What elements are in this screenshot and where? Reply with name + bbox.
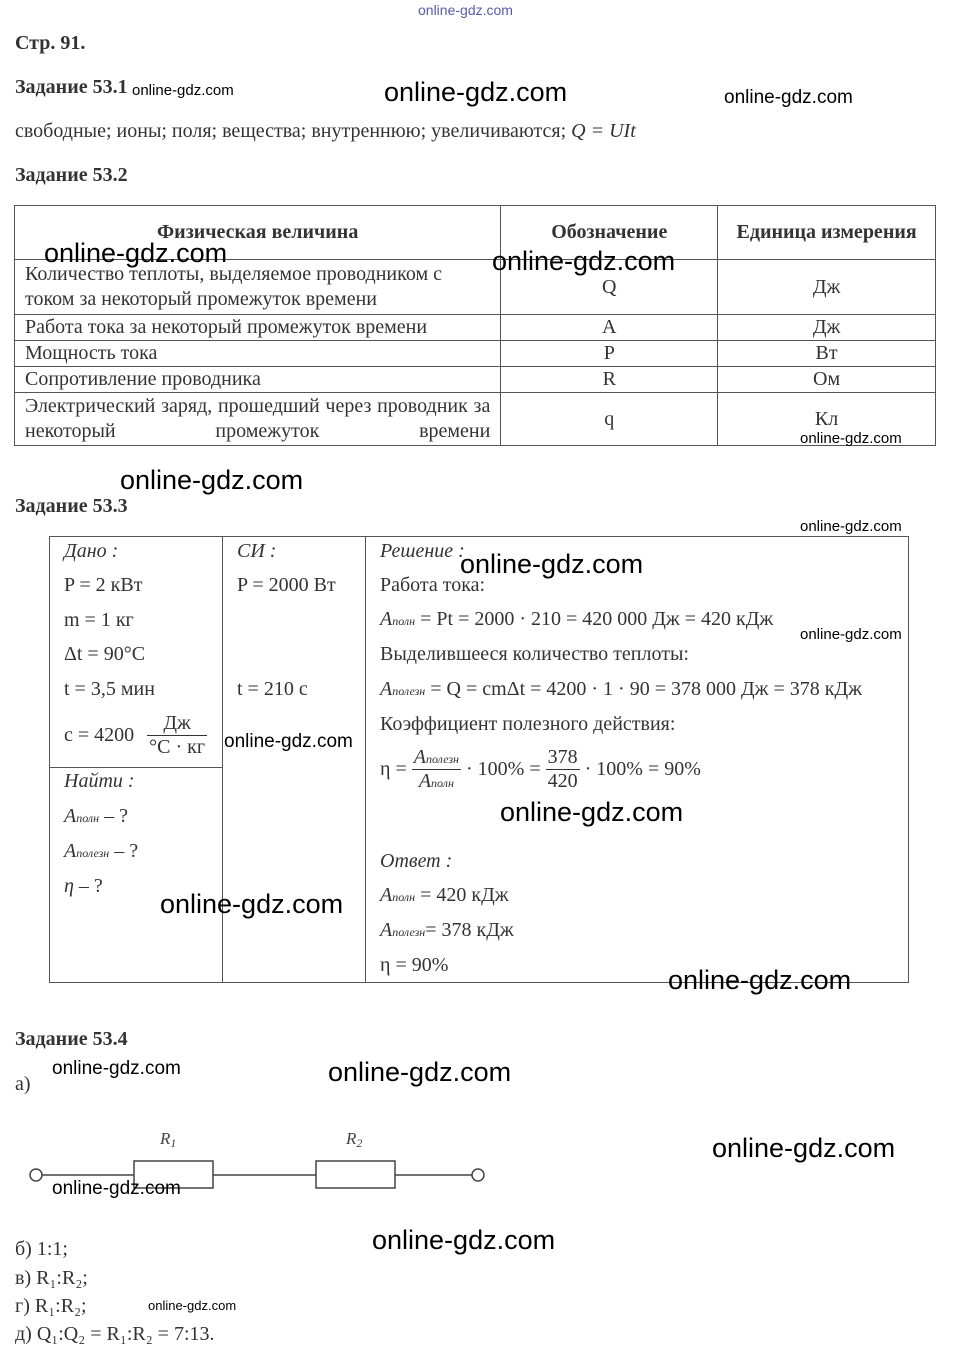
heat-capacity-unit [147,712,207,759]
efficiency-fraction [412,746,461,793]
find-rest: – ? [99,805,128,827]
answer-full-work [380,884,509,907]
row-quantity: Количество теплоты, выделяемое проводником с током за некоторый промежуток времени [15,260,501,315]
efficiency-result: · 100% = 90% [584,758,701,780]
watermark: online-gdz.com [492,246,676,276]
header-symbol: Обозначение [501,206,718,260]
row-unit: Кл [718,393,936,446]
row-unit: Дж [718,260,936,315]
task-53-1-formula: Q = UIt [571,120,636,142]
watermark: online-gdz.com [800,626,902,643]
row-symbol: q [501,393,718,446]
part-v-answer: в) R₁:R₂; [15,1267,88,1289]
watermark: online-gdz.com [148,1298,237,1313]
table-row [15,341,936,367]
frac-sym: A [413,746,426,768]
watermark: online-gdz.com [224,731,353,752]
find-full-work [64,805,128,828]
row-unit: Дж [718,315,936,341]
find-efficiency [64,875,103,898]
formula-sym: A [380,678,393,700]
task-53-1-answer [15,120,636,143]
formula-sub: полн [392,614,416,628]
resistor-r2 [316,1161,395,1188]
formula-body: = Q = cmΔt = 4200 · 1 · 90 = 378 000 Дж = 378 кДж [430,678,862,700]
watermark: online-gdz.com [52,1178,181,1199]
part-b-answer: б) 1:1; [15,1238,68,1260]
label-r2 [345,1129,362,1150]
find-rest: – ? [73,875,103,897]
answer-useful-work [380,919,514,942]
table-row [15,393,936,446]
heat-label: Выделившееся количество теплоты: [380,643,689,665]
table-row [15,367,936,393]
task-53-1-title: Задание 53.1 [15,76,128,98]
label-r2-index: 2 [356,1136,363,1150]
part-g-answer: г) R₁:R₂; [15,1295,87,1317]
answer-sub: полн [392,890,416,904]
heat-formula [380,678,862,701]
watermark: online-gdz.com [460,549,644,579]
row-quantity: Сопротивление проводника [15,367,501,393]
find-sub: полезн [76,846,110,860]
find-rest: – ? [109,840,139,862]
task-53-1-text: свободные; ионы; поля; вещества; внутреннюю; увеличиваются; [15,120,567,142]
si-power: P = 2000 Вт [237,574,336,596]
given-delta-t: Δt = 90°C [64,643,146,665]
solution-label: Решение : [380,540,465,562]
watermark: online-gdz.com [384,77,568,107]
row-quantity: Мощность тока [15,341,501,367]
row-quantity: Электрический заряд, прошедший через проводник за некоторый промежуток времени [15,393,501,446]
formula-body: = Pt = 2000 · 210 = 420 000 Дж = 420 кДж [420,608,774,630]
frac-sym: A [418,770,432,792]
divider-given-find [49,767,223,768]
label-r2-letter: R [346,1129,357,1148]
label-r1-letter: R [160,1129,171,1148]
find-sym: A [64,840,77,862]
part-d-answer: д) Q₁:Q₂ = R₁:R₂ = 7:13. [15,1323,215,1345]
terminal-right [472,1169,484,1181]
find-sym: A [64,805,77,827]
divider-si-solution [365,536,366,982]
watermark: online-gdz.com [712,1133,896,1163]
si-time: t = 210 с [237,678,308,700]
find-sym: η [64,875,74,897]
top-watermark: online-gdz.com [418,2,513,18]
row-symbol: P [501,341,718,367]
unit-denominator: °C · кг [149,736,206,758]
answer-sub: полезн [392,925,426,939]
row-symbol: A [501,315,718,341]
formula-sym: A [380,608,393,630]
answer-label: Ответ : [380,850,453,872]
find-sub: полн [76,811,100,825]
terminal-left [30,1169,42,1181]
given-time: t = 3,5 мин [64,678,155,700]
given-heat-capacity [64,712,207,759]
find-useful-work [64,840,138,863]
part-a-label: а) [15,1073,31,1095]
efficiency-mid: · 100% = [466,758,541,780]
row-quantity: Работа тока за некоторый промежуток времени [15,315,501,341]
row-unit: Вт [718,341,936,367]
answer-efficiency: η = 90% [380,954,449,976]
given-power: P = 2 кВт [64,574,143,596]
task-53-2-title: Задание 53.2 [15,164,128,186]
si-label: СИ : [237,540,277,562]
frac-numerator: 378 [547,746,578,768]
frac-sub: полезн [425,752,460,766]
watermark: online-gdz.com [668,965,852,995]
unit-numerator: Дж [147,712,207,736]
task-53-3-title: Задание 53.3 [15,495,128,517]
row-symbol: R [501,367,718,393]
work-formula [380,608,773,631]
given-mass: m = 1 кг [64,609,134,631]
watermark: online-gdz.com [52,1058,181,1079]
header-quantity: Физическая величина [15,206,501,260]
given-label: Дано : [64,540,119,562]
row-unit: Ом [718,367,936,393]
watermark: online-gdz.com [800,518,902,535]
table-row [15,315,936,341]
frac-sub: полн [431,776,454,790]
eta-symbol: η = [380,758,407,780]
watermark: online-gdz.com [120,465,304,495]
label-r1-index: 1 [170,1136,177,1150]
efficiency-formula [380,746,701,793]
watermark: online-gdz.com [132,82,234,99]
watermark: online-gdz.com [372,1225,556,1255]
row-symbol: Q [501,260,718,315]
heat-capacity-value: c = 4200 [64,724,135,746]
watermark: online-gdz.com [500,797,684,827]
find-label: Найти : [64,770,135,792]
answer-value: = 378 кДж [425,919,514,941]
efficiency-numeric-fraction [546,746,580,793]
watermark: online-gdz.com [724,87,853,108]
answer-sym: A [380,919,393,941]
answer-sym: A [380,884,393,906]
watermark: online-gdz.com [44,238,228,268]
answer-value: = 420 кДж [420,884,509,906]
watermark: online-gdz.com [800,430,902,447]
frac-denominator: 420 [547,770,578,792]
formula-sub: полезн [392,684,426,698]
watermark: online-gdz.com [160,889,344,919]
page-label: Стр. 91. [15,32,86,54]
header-unit: Единица измерения [718,206,936,260]
label-r1 [159,1129,176,1150]
task-53-4-title: Задание 53.4 [15,1028,128,1050]
work-label: Работа тока: [380,574,486,596]
watermark: online-gdz.com [328,1057,512,1087]
efficiency-label: Коэффициент полезного действия: [380,713,676,735]
